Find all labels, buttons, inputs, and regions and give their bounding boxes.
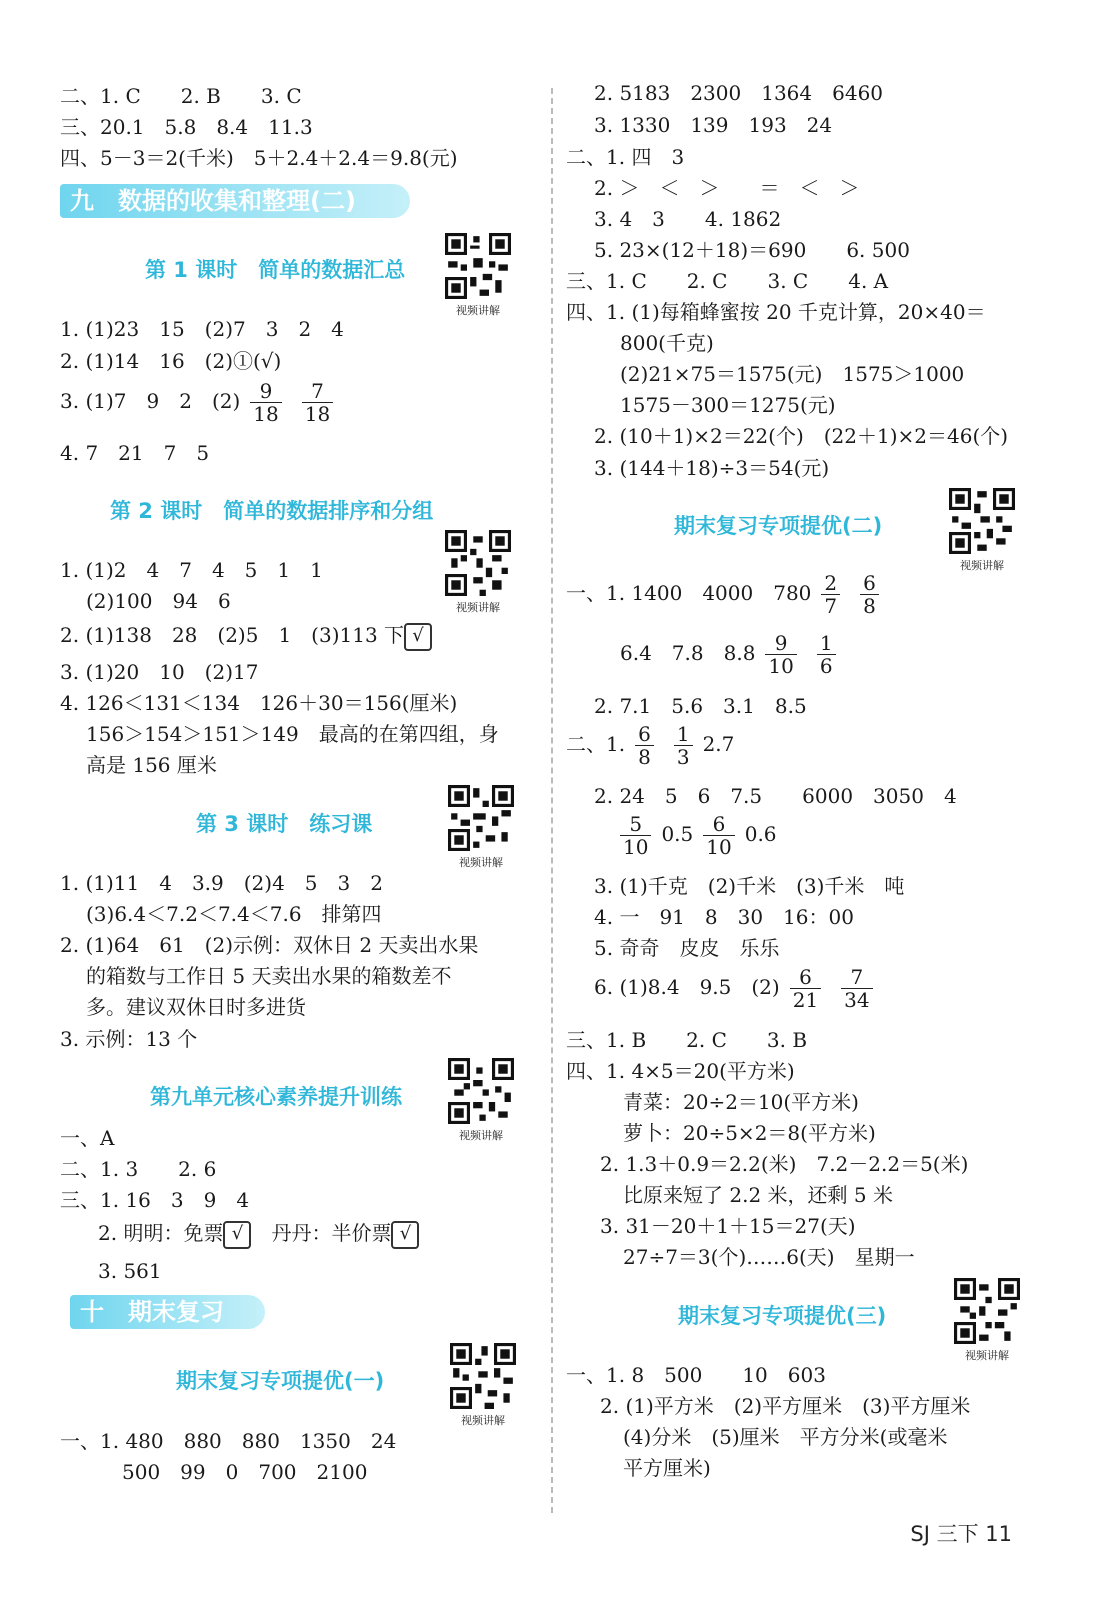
answer-line-with-fractions	[566, 572, 889, 617]
answer-text: 3. (1)7 9 2 (2)	[60, 389, 241, 413]
qr-caption: 视频讲解	[461, 1414, 505, 1427]
fraction: $\frac{2}{7}$	[821, 572, 840, 617]
answer-line: 一、1. 8 500 10 603	[566, 1363, 826, 1387]
answer-line: 5. 奇奇 皮皮 乐乐	[594, 936, 780, 960]
section-title-unit-review: 第九单元核心素养提升训练	[150, 1085, 402, 1109]
answer-line: (2)100 94 6	[86, 589, 231, 613]
answer-line: 多。建议双休日时多进货	[86, 995, 306, 1019]
answer-line-with-check	[60, 622, 432, 651]
answer-line-with-fractions	[620, 632, 846, 677]
qr-code-block[interactable]	[446, 785, 516, 870]
answer-line: 比原来短了 2.2 米，还剩 5 米	[623, 1183, 893, 1207]
answer-line: 5. 23×(12＋18)＝690 6. 500	[594, 238, 910, 262]
checkbox-checked-icon: √	[223, 1221, 251, 1249]
answer-line: 2. 5183 2300 1364 6460	[594, 81, 884, 105]
answer-line: 1. (1)2 4 7 4 5 1 1	[60, 558, 323, 582]
answer-line-with-fractions	[60, 380, 343, 425]
fraction: $\frac{7}{18}$	[302, 380, 333, 425]
qr-code-icon	[446, 1058, 516, 1124]
answer-line: 4. 一 91 8 30 16：00	[594, 905, 854, 929]
qr-code-icon	[448, 1343, 518, 1409]
answer-text: 丹丹：半价票	[251, 1221, 392, 1245]
answer-text: 6.4 7.8 8.8	[620, 641, 756, 665]
answer-line: 2. ＞ ＜ ＞ ＝ ＜ ＞	[594, 176, 860, 200]
answer-text: 2. (1)138 28 (2)5 1 (3)113 下	[60, 623, 405, 647]
answer-line: 2. (1)14 16 (2)①(√)	[60, 349, 282, 373]
fraction: $\frac{5}{10}$	[620, 813, 651, 858]
answer-line: 3. (1)千克 (2)千米 (3)千米 吨	[594, 874, 905, 898]
answer-line: 三、1. 16 3 9 4	[60, 1188, 250, 1212]
answer-line: 3. 561	[98, 1259, 162, 1283]
answer-line: 3. (1)20 10 (2)17	[60, 660, 259, 684]
qr-code-icon	[952, 1278, 1022, 1344]
qr-caption: 视频讲解	[456, 601, 500, 614]
answer-line: 二、1. C 2. B 3. C	[60, 84, 302, 108]
qr-code-block[interactable]	[448, 1343, 518, 1428]
qr-code-icon	[446, 785, 516, 851]
unit-banner-9: 九 数据的收集和整理(二)	[60, 184, 410, 218]
answer-line: (3)6.4＜7.2＜7.4＜7.6 排第四	[86, 902, 382, 926]
answer-line: 500 99 0 700 2100	[122, 1460, 368, 1484]
section-title-final-review-3: 期末复习专项提优(三)	[678, 1304, 887, 1328]
answer-line: 高是 156 厘米	[86, 753, 217, 777]
fraction: $\frac{6}{21}$	[790, 966, 821, 1011]
qr-caption: 视频讲解	[960, 559, 1004, 572]
answer-line-with-fractions	[610, 813, 777, 858]
answer-line: 3. 示例：13 个	[60, 1027, 198, 1051]
answer-line: 四、5－3＝2(千米) 5＋2.4＋2.4＝9.8(元)	[60, 146, 458, 170]
qr-code-block[interactable]	[443, 233, 513, 318]
answer-line: 3. 31－20＋1＋15＝27(天)	[600, 1214, 856, 1238]
answer-line: 平方厘米)	[623, 1456, 711, 1480]
fraction: $\frac{6}{8}$	[635, 723, 654, 768]
answer-line-with-fractions	[566, 723, 734, 768]
answer-line: 四、1. 4×5＝20(平方米)	[566, 1059, 795, 1083]
answer-line-with-checks	[98, 1220, 419, 1249]
answer-line: 3. 1330 139 193 24	[594, 113, 833, 137]
answer-line: 2. (10＋1)×2＝22(个) (22＋1)×2＝46(个)	[594, 424, 1009, 448]
answer-line: 2. (1)64 61 (2)示例：双休日 2 天卖出水果	[60, 933, 479, 957]
qr-caption: 视频讲解	[459, 856, 503, 869]
fraction: $\frac{6}{10}$	[703, 813, 734, 858]
page-footer: SJ 三下 11	[910, 1522, 1012, 1546]
answer-line: 800(千克)	[620, 331, 714, 355]
qr-code-icon	[947, 488, 1017, 554]
answer-line: 一、1. 480 880 880 1350 24	[60, 1429, 397, 1453]
answer-line: 二、1. 四 3	[566, 145, 685, 169]
answer-line: 3. (144＋18)÷3＝54(元)	[594, 456, 830, 480]
answer-line: 1575－300＝1275(元)	[620, 393, 836, 417]
answer-line: 三、1. C 2. C 3. C 4. A	[566, 269, 889, 293]
qr-code-block[interactable]	[443, 530, 513, 615]
answer-line: 4. 126＜131＜134 126＋30＝156(厘米)	[60, 691, 458, 715]
answer-line: 156＞154＞151＞149 最高的在第四组，身	[86, 722, 499, 746]
answer-line: 一、A	[60, 1126, 115, 1150]
qr-caption: 视频讲解	[456, 304, 500, 317]
answer-text: 2. 明明：免票	[98, 1221, 224, 1245]
answer-line-with-fractions	[594, 966, 883, 1011]
answer-line: 2. (1)平方米 (2)平方厘米 (3)平方厘米	[600, 1394, 971, 1418]
qr-code-icon	[443, 233, 513, 299]
section-title-final-review-1: 期末复习专项提优(一)	[176, 1369, 385, 1393]
qr-code-icon	[443, 530, 513, 596]
answer-line: 四、1. (1)每箱蜂蜜按 20 千克计算，20×40＝	[566, 300, 986, 324]
answer-line: 2. 1.3＋0.9＝2.2(米) 7.2－2.2＝5(米)	[600, 1152, 969, 1176]
answer-text: 一、1. 1400 4000 780	[566, 581, 812, 605]
section-title-final-review-2: 期末复习专项提优(二)	[674, 514, 883, 538]
qr-code-block[interactable]	[952, 1278, 1022, 1363]
qr-caption: 视频讲解	[965, 1349, 1009, 1362]
answer-text: 6. (1)8.4 9.5 (2)	[594, 975, 780, 999]
section-title-lesson-2: 第 2 课时 简单的数据排序和分组	[110, 499, 434, 523]
answer-line: 2. 24 5 6 7.5 6000 3050 4	[594, 784, 957, 808]
answer-text: 2.7	[702, 732, 735, 756]
answer-line: 青菜：20÷2＝10(平方米)	[623, 1090, 859, 1114]
fraction: $\frac{7}{34}$	[841, 966, 872, 1011]
fraction: $\frac{6}{8}$	[860, 572, 879, 617]
column-divider	[551, 88, 553, 1513]
answer-line: 萝卜：20÷5×2＝8(平方米)	[623, 1121, 876, 1145]
answer-text: 0.5	[661, 822, 694, 846]
section-title-lesson-3: 第 3 课时 练习课	[196, 812, 373, 836]
checkbox-checked-icon: √	[404, 623, 432, 651]
section-title-lesson-1: 第 1 课时 简单的数据汇总	[145, 258, 406, 282]
qr-code-block[interactable]	[947, 488, 1017, 573]
fraction: $\frac{9}{10}$	[765, 632, 796, 677]
answer-line: 三、1. B 2. C 3. B	[566, 1028, 808, 1052]
answer-line: 三、20.1 5.8 8.4 11.3	[60, 115, 313, 139]
answer-line: 4. 7 21 7 5	[60, 441, 210, 465]
answer-line: (4)分米 (5)厘米 平方分米(或毫米	[623, 1425, 948, 1449]
answer-line: 3. 4 3 4. 1862	[594, 207, 782, 231]
answer-text: 0.6	[744, 822, 777, 846]
checkbox-checked-icon: √	[391, 1221, 419, 1249]
answer-line: 1. (1)23 15 (2)7 3 2 4	[60, 317, 344, 341]
answer-line: 27÷7＝3(个)……6(天) 星期一	[623, 1245, 915, 1269]
answer-line: 2. 7.1 5.6 3.1 8.5	[594, 694, 807, 718]
qr-code-block[interactable]	[446, 1058, 516, 1143]
fraction: $\frac{1}{6}$	[817, 632, 836, 677]
fraction: $\frac{1}{3}$	[674, 723, 693, 768]
unit-banner-10: 十 期末复习	[70, 1295, 265, 1329]
answer-line: 的箱数与工作日 5 天卖出水果的箱数差不	[86, 964, 452, 988]
answer-line: 二、1. 3 2. 6	[60, 1157, 217, 1181]
answer-line: 1. (1)11 4 3.9 (2)4 5 3 2	[60, 871, 383, 895]
fraction: $\frac{9}{18}$	[250, 380, 281, 425]
qr-caption: 视频讲解	[459, 1129, 503, 1142]
answer-text: 二、1.	[566, 732, 626, 756]
answer-line: (2)21×75＝1575(元) 1575＞1000	[620, 362, 965, 386]
